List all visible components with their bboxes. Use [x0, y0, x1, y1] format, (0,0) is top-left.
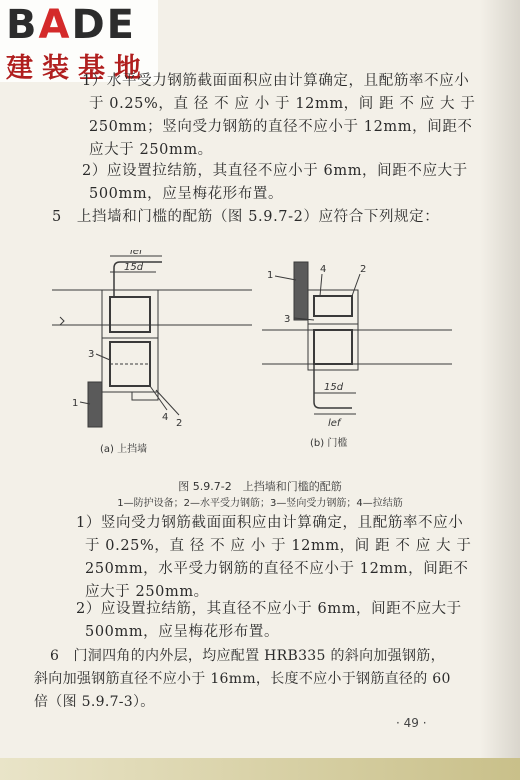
- text-line: 倍（图 5.9.7-3）。: [34, 694, 155, 710]
- leader-4b: [320, 274, 322, 296]
- label-2b: 2: [360, 264, 367, 275]
- leader-1b: [275, 276, 296, 280]
- leader-3a: [96, 354, 110, 360]
- text-line: 6 门洞四角的内外层，均应配置 HRB335 的斜向加强钢筋，: [50, 648, 445, 664]
- figure-caption: 图 5.9.7-2 上挡墙和门槛的配筋: [178, 480, 342, 493]
- label-3b: 3: [284, 314, 291, 325]
- break-mark: [60, 317, 64, 325]
- rebar-cage-upper: [110, 297, 150, 332]
- rebar-cage-b-upper: [314, 296, 352, 316]
- para-clause-6: [34, 645, 451, 714]
- label-4b: 4: [320, 264, 327, 275]
- text-line: 斜向加强钢筋直径不应小于 16mm，长度不应小于钢筋直径的 60: [34, 671, 451, 687]
- text-line: 500mm，应呈梅花形布置。: [85, 624, 280, 640]
- para-sill-tie-bars: [76, 598, 462, 644]
- protection-device-b: [294, 262, 308, 320]
- text-line: 1）竖向受力钢筋截面面积应由计算确定，且配筋率不应小: [76, 515, 464, 531]
- text-line: 250mm，水平受力钢筋的直径不应小于 12mm，间距不: [85, 561, 469, 577]
- text-line: 1）水平受力钢筋截面面积应由计算确定，且配筋率不应小: [82, 73, 470, 89]
- text-line: 于 0.25%，直 径 不 应 小 于 12mm，间 距 不 应 大 于: [89, 96, 476, 112]
- rebar-cage-b-lower: [314, 330, 352, 364]
- text-line: 5 上挡墙和门槛的配筋（图 5.9.7-2）应符合下列规定：: [52, 209, 440, 225]
- page-number: · 49 ·: [396, 716, 427, 730]
- para-horizontal-rebar: [82, 70, 475, 162]
- text-line: 2）应设置拉结筋，其直径不应小于 6mm，间距不应大于: [82, 163, 468, 179]
- protection-device-a: [88, 382, 102, 427]
- logo-text-en: BADE: [6, 2, 136, 48]
- text-line: 500mm，应呈梅花形布置。: [89, 186, 284, 202]
- label-4a: 4: [162, 412, 169, 423]
- page-edge-shadow: [480, 0, 520, 780]
- text-line: 应大于 250mm。: [85, 584, 209, 600]
- text-line: 应大于 250mm。: [89, 142, 213, 158]
- figure-legend: 1—防护设备；2—水平受力钢筋；3—竖向受力钢筋；4—拉结筋: [117, 498, 403, 509]
- leader-2b: [352, 274, 360, 296]
- wall-base: [102, 392, 158, 400]
- text-line: 2）应设置拉结筋，其直径不应小于 6mm，间距不应大于: [76, 601, 462, 617]
- caption-a: (a) 上挡墙: [100, 444, 148, 455]
- para-clause-5: [52, 206, 439, 229]
- logo-text-cn: 建装基地: [6, 53, 150, 84]
- caption-b: (b) 门槛: [310, 438, 348, 449]
- text-line: 于 0.25%，直 径 不 应 小 于 12mm，间 距 不 应 大 于: [85, 538, 472, 554]
- label-1a: 1: [72, 398, 79, 409]
- label-15d-b: 15d: [324, 382, 344, 393]
- label-1b: 1: [267, 270, 274, 281]
- label-lef-a: lef: [130, 250, 143, 257]
- figure-drawing: [52, 250, 452, 465]
- page-bottom-band: [0, 758, 520, 780]
- label-lef-b: lef: [328, 418, 341, 429]
- para-sill-vertical-rebar: [76, 512, 471, 604]
- label-15d-a: 15d: [124, 262, 144, 273]
- figure-5-9-7-2: [52, 250, 452, 465]
- label-2a: 2: [176, 418, 183, 429]
- label-3a: 3: [88, 349, 95, 360]
- text-line: 250mm；竖向受力钢筋的直径不应小于 12mm，间距不: [89, 119, 473, 135]
- para-tie-bars: [82, 160, 468, 206]
